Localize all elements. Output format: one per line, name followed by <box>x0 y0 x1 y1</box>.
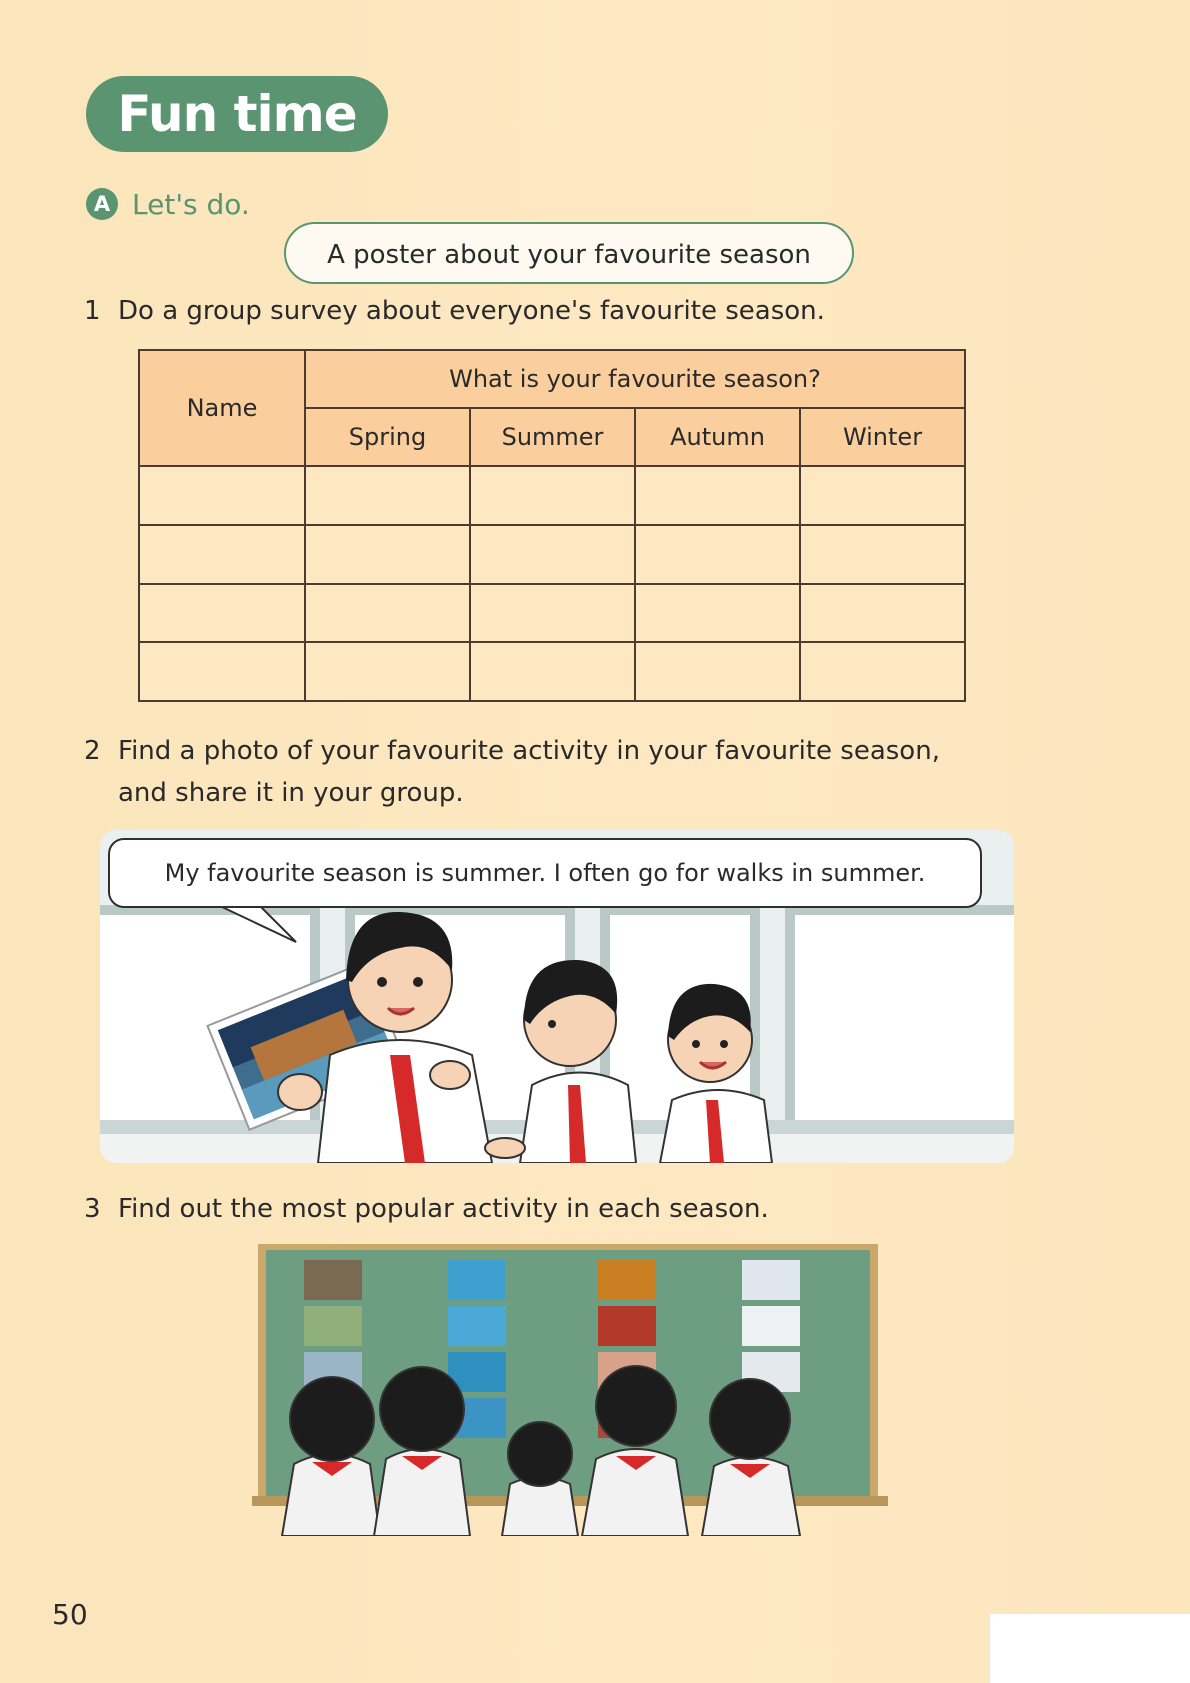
survey-table <box>138 349 966 702</box>
table-cell[interactable] <box>800 642 965 701</box>
step-2 <box>84 730 940 814</box>
step-number: 3 <box>84 1194 101 1224</box>
step-number: 2 <box>84 736 101 766</box>
table-cell[interactable] <box>635 642 800 701</box>
table-cell[interactable] <box>305 642 470 701</box>
table-cell[interactable] <box>470 642 635 701</box>
season-header-winter: Winter <box>800 408 965 466</box>
season-question-header: What is your favourite season? <box>305 350 965 408</box>
step-text-line1: Find a photo of your favourite activity in your favourite season, <box>118 736 940 766</box>
step-text: Find out the most popular activity in each season. <box>118 1194 769 1224</box>
season-header-spring: Spring <box>305 408 470 466</box>
table-row <box>139 466 965 525</box>
name-column-header: Name <box>139 350 305 466</box>
step-number: 1 <box>84 296 101 326</box>
section-a-label: Let's do. <box>132 187 250 221</box>
page-number: 50 <box>52 1598 88 1631</box>
table-cell[interactable] <box>470 525 635 584</box>
table-cell[interactable] <box>470 584 635 643</box>
table-cell[interactable] <box>800 584 965 643</box>
step-1 <box>84 290 825 332</box>
step-text: Do a group survey about everyone's favourite season. <box>118 296 825 326</box>
table-cell[interactable] <box>139 466 305 525</box>
table-cell[interactable] <box>635 466 800 525</box>
table-row <box>139 642 965 701</box>
table-row <box>139 584 965 643</box>
table-cell[interactable] <box>139 525 305 584</box>
table-cell[interactable] <box>139 642 305 701</box>
section-a-heading <box>86 186 250 222</box>
table-cell[interactable] <box>305 584 470 643</box>
table-cell[interactable] <box>305 525 470 584</box>
table-cell[interactable] <box>305 466 470 525</box>
season-header-autumn: Autumn <box>635 408 800 466</box>
table-cell[interactable] <box>800 525 965 584</box>
chalkboard-drawing <box>252 1244 888 1536</box>
step-3 <box>84 1188 769 1230</box>
step-text-line2: and share it in your group. <box>118 778 464 808</box>
poster-title-pill: A poster about your favourite season <box>284 222 854 284</box>
speech-bubble: My favourite season is summer. I often go for walks in summer. <box>108 838 982 908</box>
table-cell[interactable] <box>800 466 965 525</box>
table-cell[interactable] <box>635 584 800 643</box>
table-cell[interactable] <box>635 525 800 584</box>
table-cell[interactable] <box>470 466 635 525</box>
table-row <box>139 525 965 584</box>
chalkboard-illustration <box>252 1244 888 1536</box>
season-header-summer: Summer <box>470 408 635 466</box>
table-cell[interactable] <box>139 584 305 643</box>
fun-time-banner: Fun time <box>86 76 388 152</box>
section-a-badge: A <box>86 188 118 220</box>
corner-blank <box>990 1614 1190 1683</box>
